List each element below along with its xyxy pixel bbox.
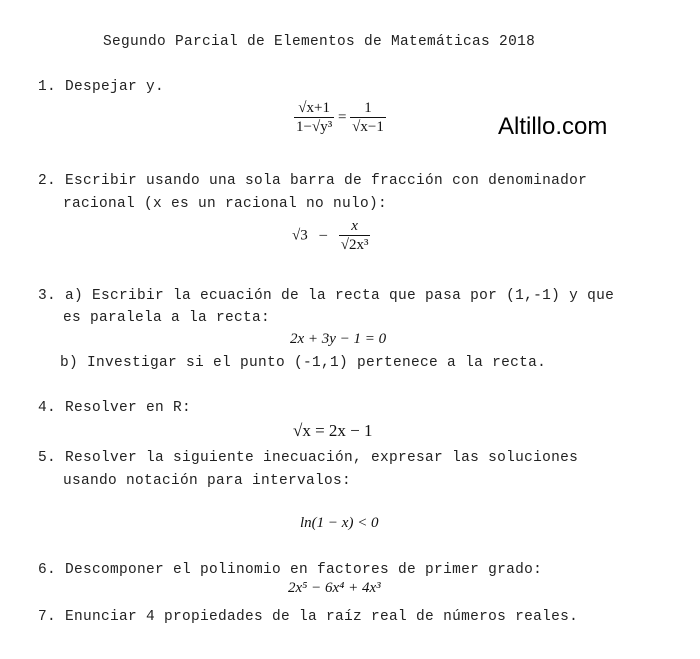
q1-right-fraction: $\frac{1}{√x-1}$ bbox=[352, 100, 384, 135]
question-7: 7. Enunciar 4 propiedades de la raíz real de números reales. bbox=[38, 609, 579, 625]
q2-fraction: $\frac{x}{\text{√2x³}}$ bbox=[340, 218, 369, 253]
q3-equation: 2x + 3y − 1 = 0 bbox=[290, 331, 387, 347]
question-2-line1: 2. Escribir usando una sola barra de fracción con denominador bbox=[38, 173, 588, 189]
question-2-line2: racional (x es un racional no nulo): bbox=[63, 196, 388, 212]
q6-polynomial: 2x⁵ − 6x⁴ + 4x³ bbox=[288, 580, 381, 596]
question-4: 4. Resolver en R: bbox=[38, 400, 192, 416]
question-6: 6. Descomponer el polinomio en factores de primer grado: bbox=[38, 562, 543, 578]
question-3-part-b: b) Investigar si el punto (-1,1) pertenece a la recta. bbox=[60, 355, 547, 371]
q5-inequality: ln(1 − x) < 0 bbox=[300, 515, 379, 531]
question-5-line2: usando notación para intervalos: bbox=[63, 473, 352, 489]
altillo-logo: Altillo.com bbox=[498, 113, 608, 140]
question-3-line1: 3. a) Escribir la ecuación de la recta que pasa por (1,-1) y que bbox=[38, 288, 615, 304]
q1-equation: $\frac{√x+1}{\text{1−√y³}}$ = $\frac{1}{√x-1}$ bbox=[296, 100, 384, 135]
question-3-line2: es paralela a la recta: bbox=[63, 310, 271, 326]
question-5-line1: 5. Resolver la siguiente inecuación, expresar las soluciones bbox=[38, 450, 579, 466]
q2-expression: √3 – $\frac{x}{\text{√2x³}}$ bbox=[292, 218, 369, 253]
page-title: Segundo Parcial de Elementos de Matemáticas 2018 bbox=[103, 34, 536, 50]
question-1: 1. Despejar y. bbox=[38, 79, 165, 95]
q4-equation: √x = 2x − 1 bbox=[293, 421, 373, 440]
q1-left-fraction: $\frac{√x+1}{\text{1−√y³}}$ bbox=[296, 100, 333, 135]
